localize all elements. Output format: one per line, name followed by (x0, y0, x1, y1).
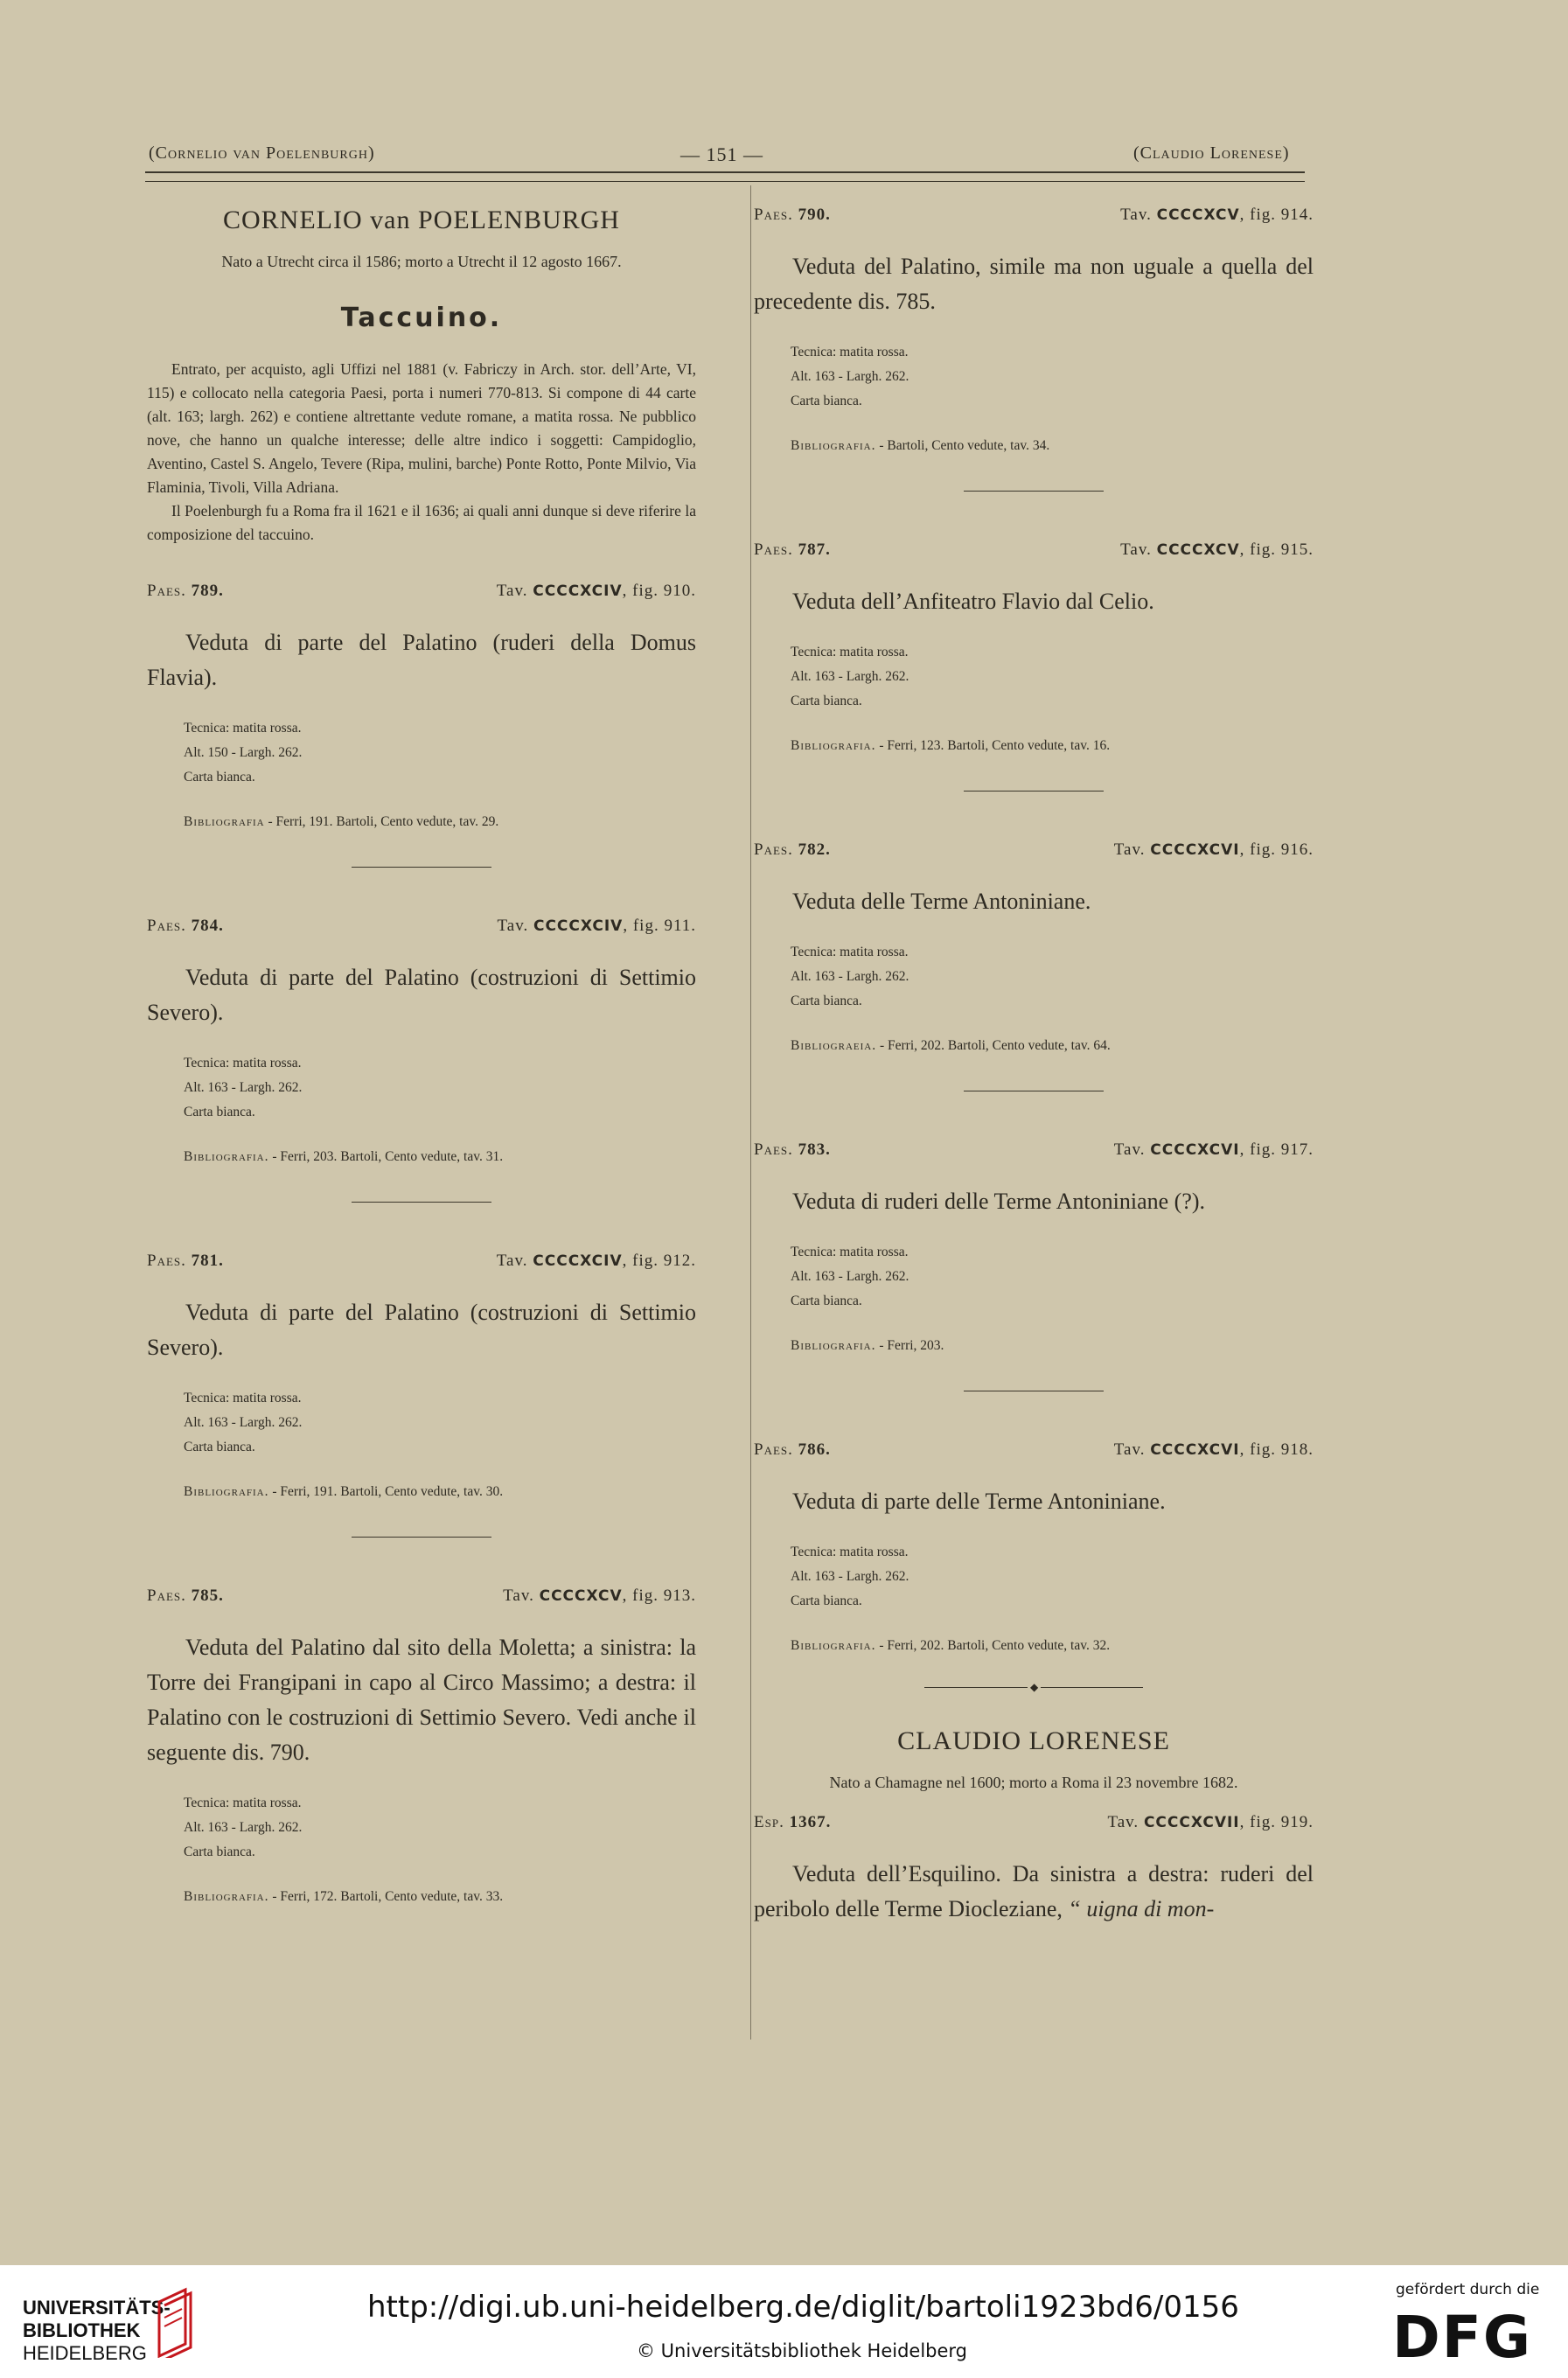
entry-title: Veduta del Palatino dal sito della Moletta; a sinistra: la Torre dei Frangipani in capo al Circo Massimo; a destra: il Palatino con le costruzioni di Settimio Severo. Vedi anche il seguente dis. 790. (147, 1635, 696, 1765)
entry-header: Paes. 790. Tav. CCCCXCV, fig. 914. (754, 206, 1314, 224)
running-header-right: (Claudio Lorenese) (1133, 143, 1290, 163)
entry-title: Veduta di parte del Palatino (costruzioni di Settimio Severo). (147, 1300, 696, 1360)
right-column (754, 206, 1314, 1948)
entry-divider (964, 491, 1104, 492)
entry-title: Veduta di parte del Palatino (ruderi della Domus Flavia). (147, 630, 696, 690)
left-column (147, 206, 696, 1905)
entry-header: Esp. 1367. Tav. CCCCXCVII, fig. 919. (754, 1813, 1314, 1831)
header-rule (145, 171, 1305, 173)
entry-technique: Tecnica: matita rossa. Alt. 163 - Largh. 262. Carta bianca. (791, 1545, 909, 1608)
library-logo[interactable]: UNIVERSITÄTS- BIBLIOTHEK HEIDELBERG (23, 2297, 171, 2364)
catalogue-entry (754, 1813, 1314, 1927)
entry-header: Paes. 782. Tav. CCCCXCVI, fig. 916. (754, 840, 1314, 859)
dfg-logo[interactable]: DFG (1392, 2304, 1533, 2371)
entry-technique: Tecnica: matita rossa. Alt. 163 - Largh. 262. Carta bianca. (791, 1245, 909, 1308)
entry-bibliography: Bibliografia. - Ferri, 191. Bartoli, Cento vedute, tav. 30. (184, 1484, 504, 1499)
entry-title: Veduta di parte delle Terme Antoniniane. (792, 1489, 1166, 1514)
entry-header: Paes. 781. Tav. CCCCXCIV, fig. 912. (147, 1252, 696, 1270)
entry-technique: Tecnica: matita rossa. Alt. 163 - Largh. 262. Carta bianca. (184, 1056, 303, 1119)
artist-dates: Nato a Chamagne nel 1600; morto a Roma il 23 novembre 1682. (829, 1774, 1238, 1791)
entry-title: Veduta delle Terme Antoniniane. (792, 889, 1091, 914)
catalogue-entry (147, 1252, 696, 1538)
ornamental-divider (924, 1681, 1143, 1693)
entry-title: Veduta di parte del Palatino (costruzioni di Settimio Severo). (147, 965, 696, 1025)
entry-header: Paes. 787. Tav. CCCCXCV, fig. 915. (754, 540, 1314, 559)
intro-paragraph: Entrato, per acquisto, agli Uffizi nel 1881 (v. Fabriczy in Arch. stor. dell’Arte, VI, 115) e collocato nella categoria Paesi, porta i numeri 770-813. Si compone di 44 carte (alt. 163; largh. 262) e contiene altrettante vedute romane, a matita rossa. Ne pubblico nove, che hanno un qualche interesse; delle altre indico i soggetti: Campidoglio, Aventino, Castel S. Angelo, Tevere (Ripa, mulini, barche) Ponte Rotto, Ponte Milvio, Via Flaminia, Tivoli, Villa Adriana. (147, 360, 696, 496)
entry-bibliography: Bibliografia. - Ferri, 123. Bartoli, Cento vedute, tav. 16. (791, 738, 1111, 753)
entry-bibliography: Bibliograeia. - Ferri, 202. Bartoli, Cento vedute, tav. 64. (791, 1038, 1111, 1053)
entry-divider (352, 1537, 491, 1538)
copyright-text: © Universitätsbibliothek Heidelberg (637, 2340, 968, 2361)
funding-label: gefördert durch die (1396, 2281, 1540, 2298)
entry-divider (352, 1202, 491, 1203)
header-rule-thin (145, 181, 1305, 182)
ornament-icon: ◆ (1028, 1681, 1041, 1694)
entry-bibliography: Bibliografia - Ferri, 191. Bartoli, Cento vedute, tav. 29. (184, 814, 499, 829)
catalogue-entry (754, 540, 1314, 792)
entry-bibliography: Bibliografia. - Ferri, 203. Bartoli, Cento vedute, tav. 31. (184, 1149, 504, 1164)
page-number: — 151 — (680, 143, 763, 165)
catalogue-entry (147, 1586, 696, 1905)
artist-dates: Nato a Utrecht circa il 1586; morto a Utrecht il 12 agosto 1667. (221, 253, 622, 270)
footer-bar (0, 2265, 1568, 2378)
entry-bibliography: Bibliografia. - Ferri, 202. Bartoli, Cento vedute, tav. 32. (791, 1638, 1111, 1653)
catalogue-entry (754, 1140, 1314, 1391)
entry-technique: Tecnica: matita rossa. Alt. 163 - Largh. 262. Carta bianca. (791, 345, 909, 408)
entry-technique: Tecnica: matita rossa. Alt. 163 - Largh. 262. Carta bianca. (791, 945, 909, 1008)
entry-title: Veduta di ruderi delle Terme Antoniniane (?). (792, 1189, 1206, 1214)
entry-divider (964, 791, 1104, 792)
book-logo-icon (156, 2286, 196, 2358)
entry-technique: Tecnica: matita rossa. Alt. 163 - Largh. 262. Carta bianca. (791, 645, 909, 708)
entry-header: Paes. 783. Tav. CCCCXCVI, fig. 917. (754, 1140, 1314, 1159)
permalink-url[interactable]: http://digi.ub.uni-heidelberg.de/diglit/bartoli1923bd6/0156 (367, 2290, 1239, 2325)
artist-heading: CORNELIO van POELENBURGH (223, 206, 620, 234)
entry-title: Veduta dell’Anfiteatro Flavio dal Celio. (792, 589, 1154, 614)
catalogue-entry (754, 840, 1314, 1091)
entry-divider (352, 867, 491, 868)
intro-paragraph: Il Poelenburgh fu a Roma fra il 1621 e il 1636; ai quali anni dunque si deve riferire la composizione del taccuino. (147, 502, 696, 543)
entry-technique: Tecnica: matita rossa. Alt. 163 - Largh. 262. Carta bianca. (184, 1391, 303, 1454)
entry-title: Veduta del Palatino, simile ma non uguale a quella del precedente dis. 785. (754, 254, 1314, 314)
column-divider (750, 185, 751, 2040)
entry-header: Paes. 785. Tav. CCCCXCV, fig. 913. (147, 1586, 696, 1605)
entry-bibliography: Bibliografia. - Ferri, 172. Bartoli, Cento vedute, tav. 33. (184, 1889, 504, 1904)
entry-header: Paes. 784. Tav. CCCCXCIV, fig. 911. (147, 917, 696, 935)
entry-technique: Tecnica: matita rossa. Alt. 150 - Largh. 262. Carta bianca. (184, 721, 303, 785)
catalogue-entry (754, 1440, 1314, 1654)
section-title: Taccuino. (340, 303, 503, 333)
running-header-left: (Cornelio van Poelenburgh) (149, 143, 375, 163)
intro-text (147, 358, 696, 547)
catalogue-entry (147, 582, 696, 868)
entry-title: Veduta dell’Esquilino. Da sinistra a destra: ruderi del peribolo delle Terme Diocleziane, “ uigna di mon- (754, 1861, 1314, 1921)
catalogue-entry (147, 917, 696, 1203)
entry-bibliography: Bibliografia. - Bartoli, Cento vedute, tav. 34. (791, 438, 1050, 453)
artist-heading: CLAUDIO LORENESE (897, 1726, 1170, 1755)
entry-bibliography: Bibliografia. - Ferri, 203. (791, 1338, 944, 1353)
catalogue-entry (754, 206, 1314, 492)
entry-header: Paes. 786. Tav. CCCCXCVI, fig. 918. (754, 1440, 1314, 1459)
entry-technique: Tecnica: matita rossa. Alt. 163 - Largh. 262. Carta bianca. (184, 1796, 303, 1859)
entry-header: Paes. 789. Tav. CCCCXCIV, fig. 910. (147, 582, 696, 600)
